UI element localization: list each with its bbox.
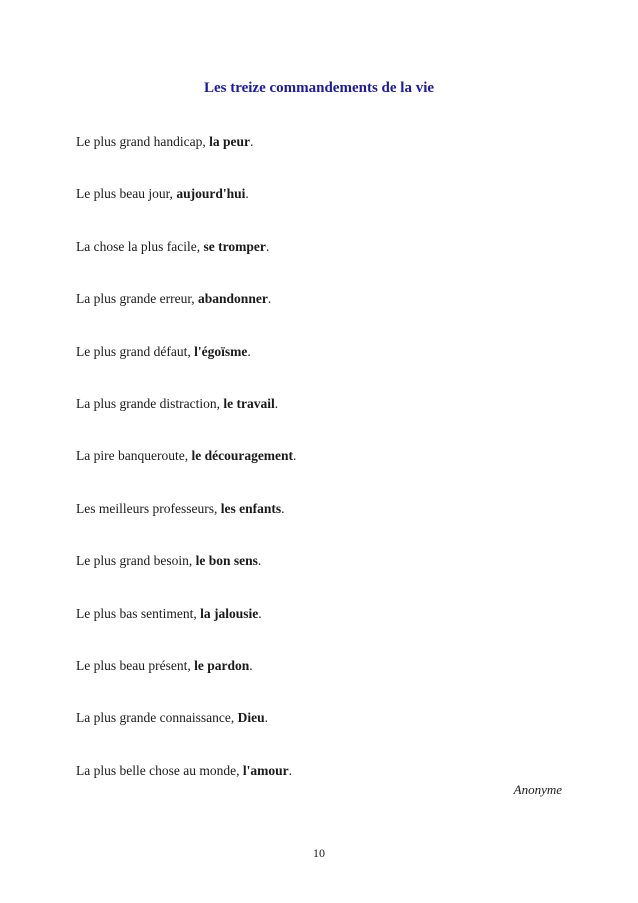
line-suffix: . xyxy=(249,134,254,149)
commandments-list xyxy=(76,133,576,814)
line-suffix: . xyxy=(293,448,297,464)
line-prefix: Le plus grand défaut, xyxy=(76,343,195,359)
list-item xyxy=(76,709,576,761)
line-emphasis: abandonner xyxy=(198,291,268,307)
line-prefix: La plus belle chose au monde, xyxy=(76,762,243,778)
line-emphasis: le découragement xyxy=(191,448,294,464)
list-item xyxy=(76,552,576,604)
list-item xyxy=(76,185,576,237)
line-emphasis: les enfants xyxy=(220,500,282,516)
line-suffix: . xyxy=(264,710,268,726)
line-emphasis: aujourd'hui xyxy=(176,186,246,202)
line-suffix: . xyxy=(249,657,253,673)
line-suffix: . xyxy=(281,500,285,516)
line-prefix: Le plus grand besoin, xyxy=(76,553,196,569)
line-suffix: . xyxy=(267,291,272,307)
line-emphasis: le travail xyxy=(223,395,275,411)
list-item xyxy=(76,500,576,552)
list-item xyxy=(76,133,576,185)
page-number: 10 xyxy=(313,846,325,860)
list-item xyxy=(76,290,576,342)
line-prefix: La pire banqueroute, xyxy=(76,448,192,464)
line-emphasis: le pardon xyxy=(194,657,250,673)
line-suffix: . xyxy=(247,343,251,359)
line-prefix: La chose la plus facile, xyxy=(76,238,204,254)
line-prefix: La plus grande distraction, xyxy=(76,395,224,411)
line-emphasis: la jalousie xyxy=(200,605,259,621)
line-emphasis: se tromper xyxy=(203,238,266,254)
list-item xyxy=(76,447,576,499)
line-prefix: Le plus beau présent, xyxy=(76,657,195,673)
line-prefix: Le plus grand handicap, xyxy=(76,134,210,149)
line-prefix: La plus grande connaissance, xyxy=(76,710,238,726)
line-suffix: . xyxy=(274,395,279,411)
signature: Anonyme xyxy=(513,782,562,797)
line-prefix: La plus grande erreur, xyxy=(76,291,199,307)
line-emphasis: le bon sens xyxy=(195,553,258,569)
line-prefix: Les meilleurs professeurs, xyxy=(76,500,221,516)
list-item xyxy=(76,343,576,395)
line-emphasis: l'égoïsme xyxy=(194,343,248,359)
list-item xyxy=(76,657,576,709)
line-suffix: . xyxy=(288,762,292,778)
line-prefix: Le plus beau jour, xyxy=(76,186,177,202)
list-item xyxy=(76,762,576,814)
line-emphasis: l'amour xyxy=(242,762,289,778)
line-emphasis: Dieu xyxy=(237,710,265,726)
list-item xyxy=(76,395,576,447)
line-prefix: Le plus bas sentiment, xyxy=(76,605,201,621)
line-emphasis: la peur xyxy=(209,134,250,149)
line-suffix: . xyxy=(265,238,270,254)
line-suffix: . xyxy=(245,186,249,202)
list-item xyxy=(76,238,576,290)
list-item xyxy=(76,605,576,657)
line-suffix: . xyxy=(257,553,262,569)
line-suffix: . xyxy=(258,605,262,621)
page-title: Les treize commandements de la vie xyxy=(203,80,435,96)
